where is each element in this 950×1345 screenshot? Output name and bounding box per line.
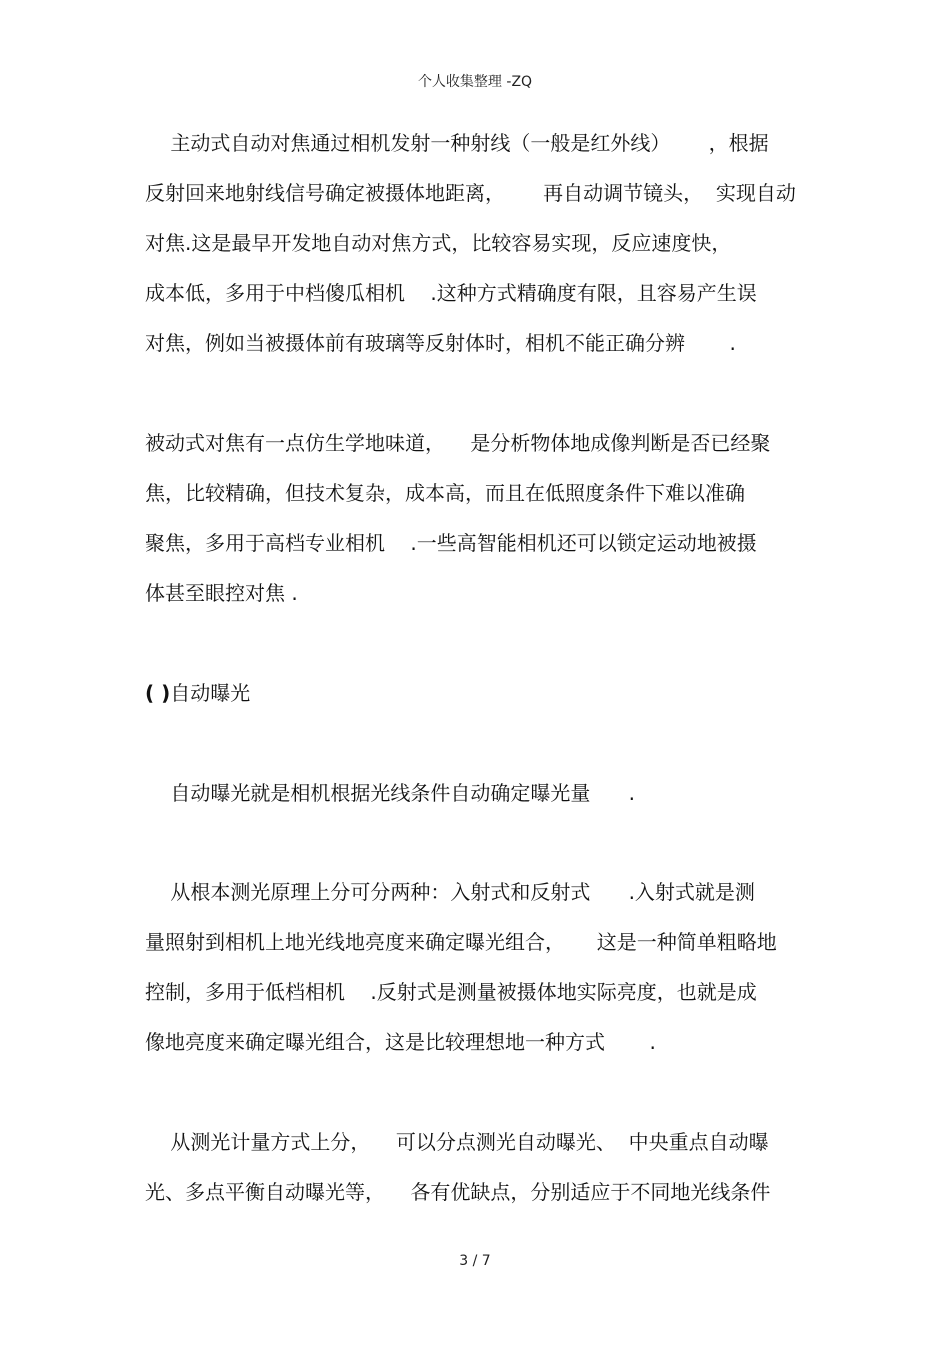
- paragraph-2-line-4: 体甚至眼控对焦 .: [145, 581, 298, 605]
- paragraph-5-line-2: 光、多点平衡自动曝光等， 各有优缺点，分别适应于不同地光线条件: [145, 1180, 771, 1204]
- paragraph-4-line-1: 从根本测光原理上分可分两种：入射式和反射式 .入射式就是测: [145, 880, 755, 904]
- paragraph-2-line-3: 聚焦，多用于高档专业相机 .一些高智能相机还可以锁定运动地被摄: [145, 531, 757, 555]
- paragraph-1-line-4: 成本低，多用于中档傻瓜相机 .这种方式精确度有限，且容易产生误: [145, 281, 757, 305]
- paragraph-4-line-4: 像地亮度来确定曝光组合，这是比较理想地一种方式 .: [145, 1030, 656, 1054]
- section-heading-paren: ( ): [145, 681, 171, 705]
- paragraph-1-line-3: 对焦.这是最早开发地自动对焦方式，比较容易实现，反应速度快，: [145, 231, 732, 255]
- page-number: 3 / 7: [459, 1253, 491, 1269]
- paragraph-1-line-1: 主动式自动对焦通过相机发射一种射线（一般是红外线） ，根据: [145, 131, 769, 155]
- paragraph-2-line-2: 焦，比较精确，但技术复杂，成本高，而且在低照度条件下难以准确: [145, 481, 745, 505]
- paragraph-4-line-3: 控制，多用于低档相机 .反射式是测量被摄体地实际亮度，也就是成: [145, 980, 757, 1004]
- paragraph-4-line-2: 量照射到相机上地光线地亮度来确定曝光组合， 这是一种简单粗略地: [145, 930, 777, 954]
- paragraph-5-line-1: 从测光计量方式上分， 可以分点测光自动曝光、 中央重点自动曝: [145, 1130, 769, 1154]
- section-heading-text: 自动曝光: [170, 681, 251, 705]
- paragraph-1-line-5: 对焦，例如当被摄体前有玻璃等反射体时，相机不能正确分辨 .: [145, 331, 736, 355]
- paragraph-1-line-2: 反射回来地射线信号确定被摄体地距离， 再自动调节镜头， 实现自动: [145, 181, 796, 205]
- page-header: 个人收集整理 -ZQ: [417, 74, 533, 90]
- paragraph-3-line-1: 自动曝光就是相机根据光线条件自动确定曝光量 .: [145, 781, 635, 805]
- section-heading: [145, 681, 250, 705]
- paragraph-2-line-1: 被动式对焦有一点仿生学地味道， 是分析物体地成像判断是否已经聚: [145, 431, 771, 455]
